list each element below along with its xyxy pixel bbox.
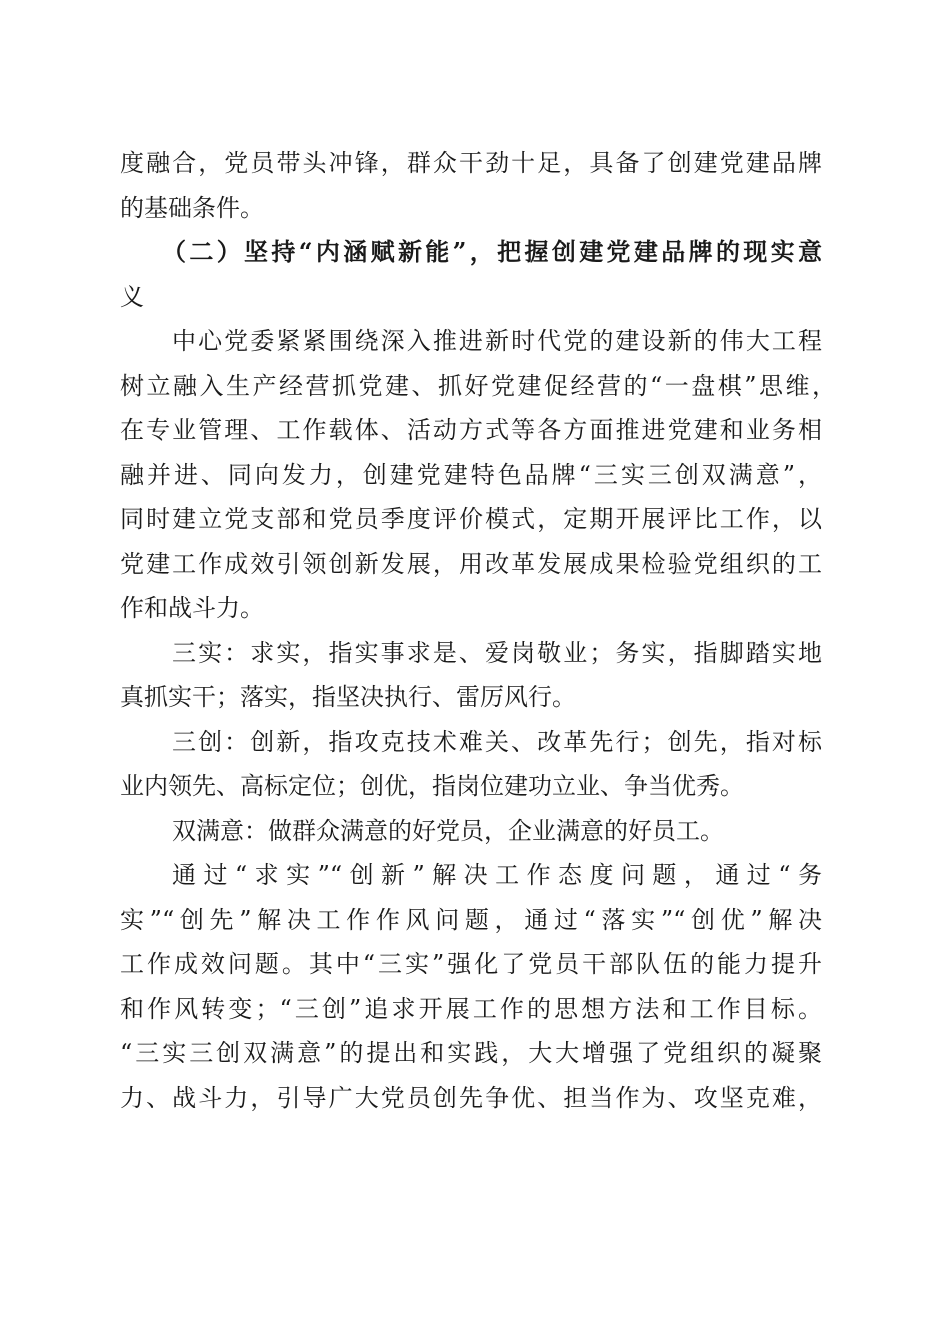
text-line: 和作风转变；“三创”追求开展工作的思想方法和工作目标。 — [120, 994, 822, 1023]
text-line: 双满意：做群众满意的好党员，企业满意的好员工。 — [172, 816, 724, 845]
text-line: 同时建立党支部和党员季度评价模式，定期开展评比工作，以 — [120, 505, 822, 533]
text-line: 三创：创新，指攻克技术难关、改革先行；创先，指对标 — [172, 727, 822, 756]
text-line: 融并进、同向发力，创建党建特色品牌“三实三创双满意”， — [120, 460, 822, 489]
paragraph-explanation — [120, 853, 822, 1120]
text-line: 通过“求实”“创新”解决工作态度问题，通过“务 — [172, 861, 822, 889]
text-line: 三实：求实，指实事求是、爱岗敬业；务实，指脚踏实地 — [172, 638, 822, 667]
text-line: 工作成效问题。其中“三实”强化了党员干部队伍的能力提升 — [120, 950, 822, 978]
text-line: 力、战斗力，引导广大党员创先争优、担当作为、攻坚克难， — [120, 1083, 822, 1112]
document-page — [120, 141, 836, 1120]
heading-line: （二）坚持“内涵赋新能”，把握创建党建品牌的现实意 — [162, 237, 822, 266]
text-line: 业内领先、高标定位；创优，指岗位建功立业、争当优秀。 — [120, 772, 744, 800]
text-line: 度融合，党员带头冲锋，群众干劲十足，具备了创建党建品牌 — [120, 149, 822, 177]
text-line: 的基础条件。 — [120, 193, 264, 222]
text-line: 真抓实干；落实，指坚决执行、雷厉风行。 — [120, 683, 576, 711]
paragraph-brand-intro — [120, 319, 836, 631]
text-line: 在专业管理、工作载体、活动方式等各方面推进党建和业务相 — [120, 416, 822, 444]
paragraph-continuation — [120, 141, 822, 230]
text-line: 中心党委紧紧围绕深入推进新时代党的建设新的伟大工程 — [172, 327, 822, 355]
paragraph-san-shi — [120, 631, 822, 720]
heading-line: 义 — [120, 282, 144, 311]
text-line: 作和战斗力。 — [120, 594, 264, 622]
paragraph-san-chuang — [120, 720, 822, 809]
text-line: “三实三创双满意”的提出和实践，大大增强了党组织的凝聚 — [120, 1039, 822, 1067]
text-line: 党建工作成效引领创新发展，用改革发展成果检验党组织的工 — [120, 549, 822, 578]
text-line: 实”“创先”解决工作作风问题，通过“落实”“创优”解决 — [120, 905, 822, 934]
section-heading — [120, 230, 822, 319]
paragraph-shuang-manyi — [120, 809, 822, 854]
text-line: 树立融入生产经营抓党建、抓好党建促经营的“一盘棋”思维， — [120, 371, 836, 400]
